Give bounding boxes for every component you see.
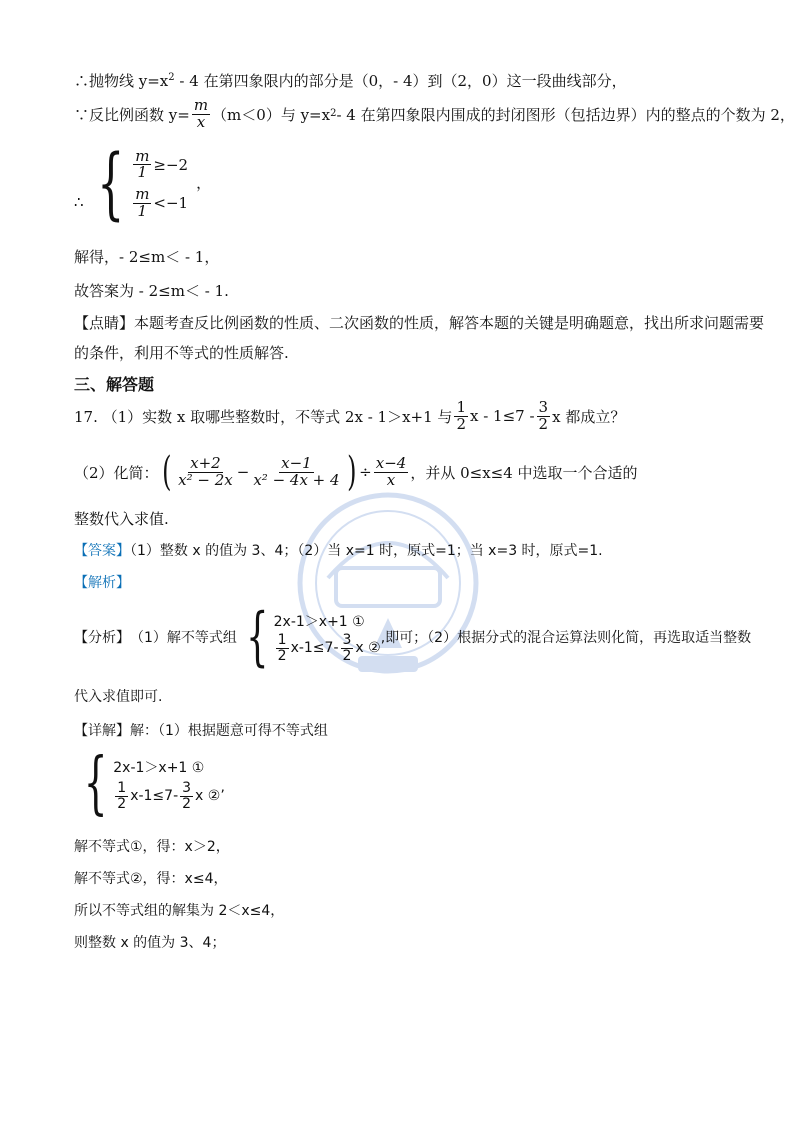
- line-comment-cont: 的条件，利用不等式的性质解答.: [74, 344, 289, 362]
- tag-fenxi: 【分析】: [74, 630, 130, 646]
- line-answer: 故答案为 - 2≤m＜ - 1.: [74, 282, 229, 300]
- line-comment: 【点睛】本题考查反比例函数的性质、二次函数的性质，解答本题的关键是明确题意，找出所求问题需要: [74, 314, 765, 332]
- tag-xiangjie: 【详解】: [74, 723, 130, 739]
- line-inverse-function: ∵反比例函数 y= $\frac{m}{x}$ （m＜0）与 y=x 2 - 4 在第四象限内围成的封闭图形（包括边界）内的整点的个数为 2，: [74, 96, 795, 131]
- tag-jiexi: 【解析】: [74, 575, 130, 591]
- result-line-4: 则整数 x 的值为 3、4；: [74, 935, 226, 951]
- question-17-part2: （2）化简： ( $\frac{x+2}{\text{x² − 2x}}$ − $\frac{x-1}{\text{x² − 4x + 4}}$ ) ÷ $\frac{x-4}{x}$ ，并从 0≤x≤4 中选取一个合适的: [74, 449, 638, 495]
- result-line-1: 解不等式①，得：x＞2，: [74, 839, 230, 855]
- result-line-2: 解不等式②，得：x≤4，: [74, 871, 228, 887]
- line-parabola-part: ∴抛物线 $y=x^2 - 4$ 在第四象限内的部分是（0，- 4）到（2，0）这一段曲线部分，: [74, 72, 627, 90]
- tag-answer: 【答案】: [74, 543, 130, 559]
- tag-dianjing: 【点睛】: [74, 314, 135, 332]
- question-17-part2-cont: 整数代入求值.: [74, 510, 169, 528]
- section-heading: 三、解答题: [74, 375, 155, 394]
- inequality-system-m: ∴ { $\frac{m}{1}$ ≥−2 $\frac{m}{1}$ <−1 ，: [74, 139, 212, 229]
- result-line-3: 所以不等式组的解集为 2＜x≤4，: [74, 903, 285, 919]
- answer-line: 【答案】（1）整数 x 的值为 3、4；（2）当 x=1 时，原式=1；当 x=3 时，原式=1.: [74, 543, 603, 559]
- analysis-line-cont: 代入求值即可.: [74, 689, 163, 705]
- line-solution: 解得，- 2≤m＜ - 1，: [74, 248, 220, 266]
- detail-system: { 2x-1＞x+1 ① $\frac{1}{2}$ x-1≤7- $\frac{3}{2}$ x ②’: [83, 744, 225, 823]
- question-17-part1: 17. （1）实数 x 取哪些整数时，不等式 2x - 1＞x+1 与 $\frac{1}{2}$ x - 1≤7 - $\frac{3}{2}$ x 都成立？: [74, 398, 626, 433]
- analysis-line: 【分析】 （1）解不等式组 { 2x-1＞x+1 ① $\frac{1}{2}$ x-1≤7- $\frac{3}{2}$ x ② ,即可；（2）根据分式的混合运算法则化简，再选取适当整数: [74, 600, 752, 674]
- detail-line: 【详解】解：（1）根据题意可得不等式组: [74, 723, 328, 739]
